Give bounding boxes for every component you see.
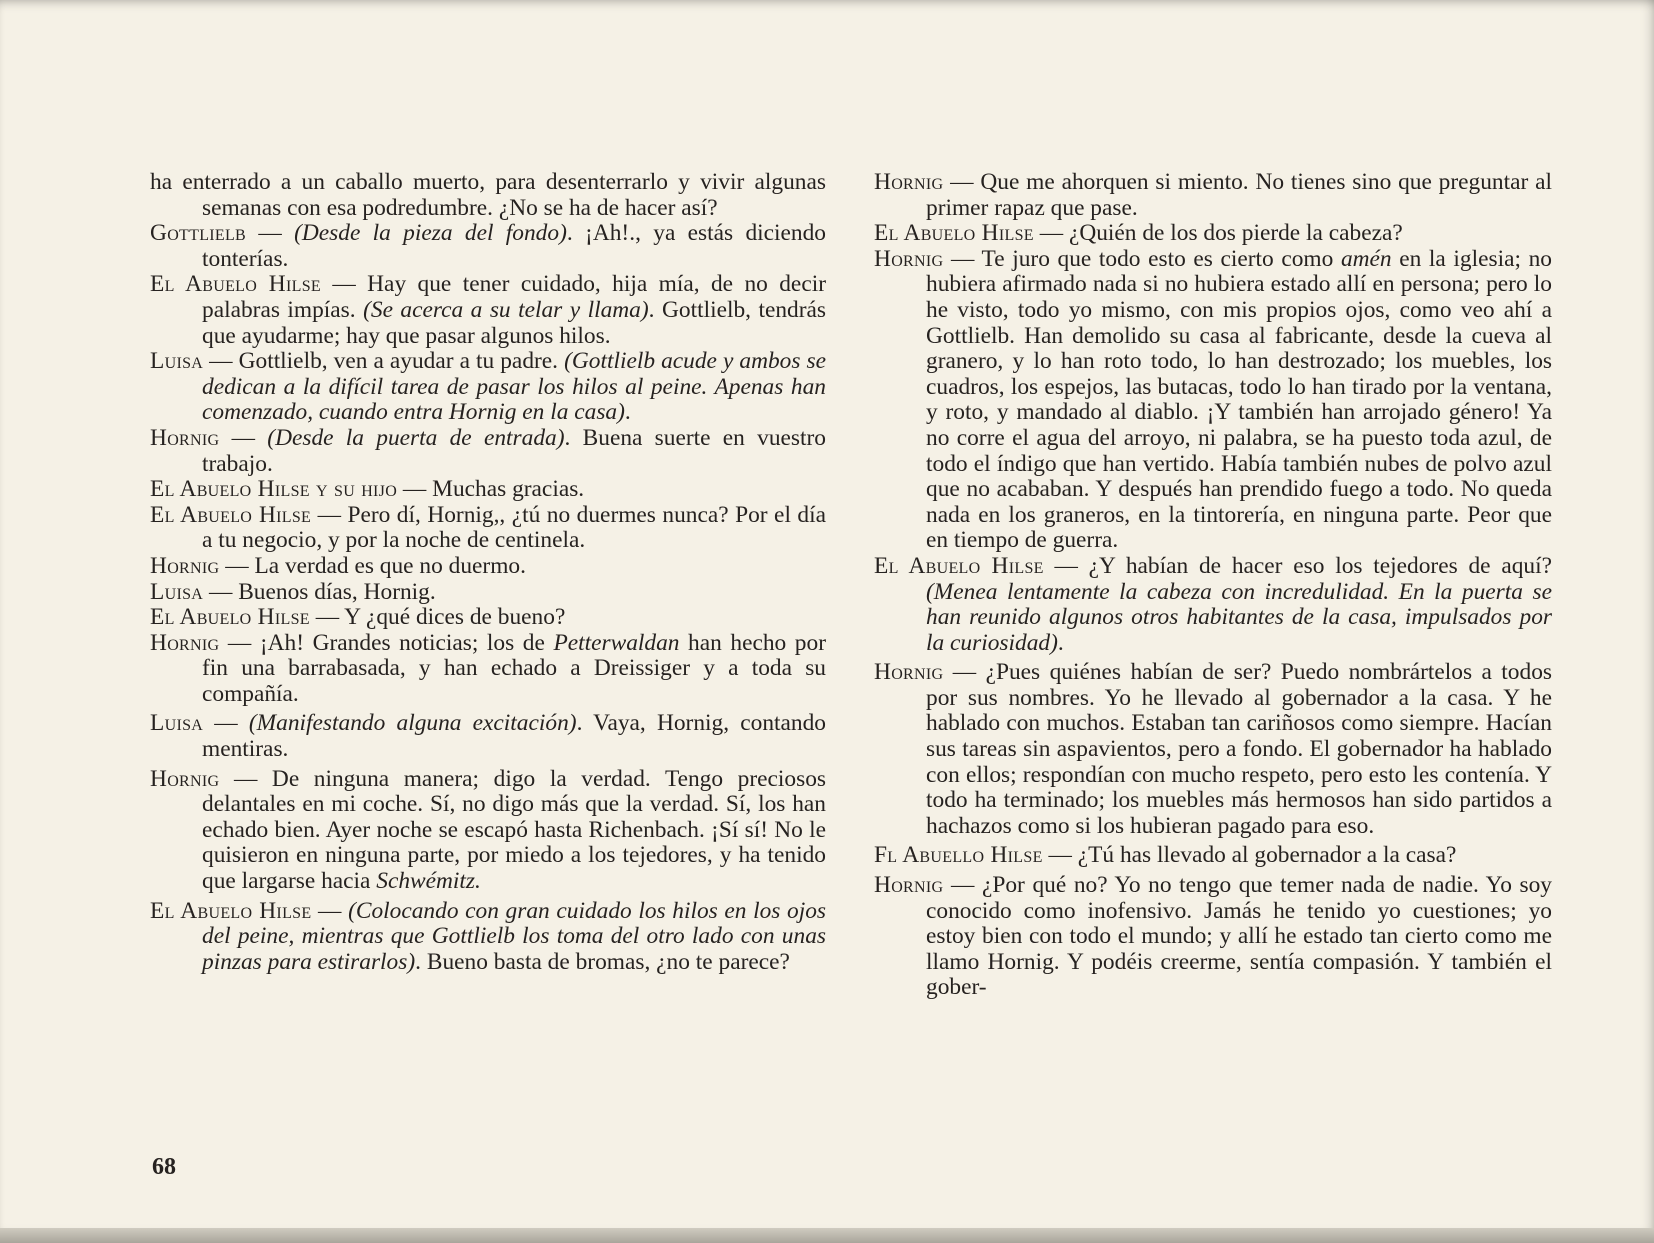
- speaker-name: El Abuelo Hilse: [874, 220, 1034, 247]
- dialogue-text: — Pero dí, Hornig,, ¿tú no duermes nunca? Por el día a tu negocio, y por la noche de centinela.: [202, 501, 826, 554]
- dialogue-text: .: [624, 399, 631, 426]
- dialogue-text: — Que me ahorquen si miento. No tienes sino que preguntar al primer rapaz que pase.: [926, 169, 1552, 221]
- speaker-name: Luisa: [150, 578, 204, 605]
- speaker-name: Hornig: [150, 629, 220, 656]
- dialogue-entry: [150, 170, 826, 221]
- speaker-name: Hornig: [874, 872, 944, 899]
- dialogue-text: . ¡Ah!., ya estás diciendo tonterías.: [202, 220, 826, 272]
- dialogue-text: — ¿Pues quiénes habían de ser? Puedo nombrártelos a todos por sus nombres. Yo he llevado al gobernador a la casa. Y he hablado con muchos. Estaban tan cariñosos como siempre. Hacían sus tareas sin aspavientos, pero a fondo. El gobernador ha hablado con ellos; respondían con mucho respeto, pero esto les contenía. Y todo ha terminado; los muebles más hermosos han sido partidos a hachazos como si los hubieran pagado para eso.: [926, 659, 1552, 839]
- dialogue-entry: [150, 477, 826, 503]
- dialogue-entry: [150, 426, 826, 477]
- dialogue-entry: [150, 554, 826, 580]
- speaker-name: El Abuelo Hilse: [150, 897, 312, 924]
- dialogue-entry: [150, 631, 826, 708]
- dialogue-entry: [874, 247, 1552, 554]
- speaker-name: Hornig: [150, 424, 220, 451]
- dialogue-entry: [150, 767, 826, 895]
- dialogue-text: —: [203, 710, 249, 737]
- dialogue-text: . Bueno basta de bromas, ¿no te parece?: [415, 948, 790, 975]
- speaker-name: Luisa: [150, 710, 204, 737]
- speaker-name: Hornig: [150, 765, 220, 792]
- dialogue-text: — ¿Por qué no? Yo no tengo que temer nada de nadie. Yo soy conocido como inofensivo. Jamás he tenido yo cuestiones; yo estoy bien con todo el mundo; y allí he estado tan cierto como me llamo Hornig. Y podéis creerme, sentía compasión. Y también el gober-: [926, 872, 1552, 1001]
- page-number: 68: [152, 1154, 176, 1180]
- dialogue-text: —: [311, 897, 349, 924]
- left-column: [150, 170, 826, 975]
- speaker-name: Fl Abuello Hilse: [874, 842, 1043, 869]
- stage-direction: (Desde la pieza del fondo): [294, 220, 567, 247]
- stage-direction: (Manifestando alguna excitación): [248, 710, 577, 737]
- speaker-name: El Abuelo Hilse y su hijo: [150, 476, 398, 503]
- dialogue-text: — ¡Ah! Grandes noticias; los de: [219, 629, 554, 656]
- stage-direction: Petterwaldan: [553, 629, 680, 656]
- stage-direction: (Menea lentamente la cabeza con incredulidad. En la puerta se han reunido algunos otros habitantes de la casa, impulsados por la curiosidad): [926, 578, 1552, 656]
- dialogue-entry: [874, 843, 1552, 869]
- dialogue-entry: [150, 899, 826, 976]
- stage-direction: Schwémitz.: [376, 868, 481, 895]
- stage-direction: (Se acerca a su telar y llama): [363, 296, 649, 323]
- dialogue-entry: [150, 711, 826, 762]
- dialogue-text: en la iglesia; no hubiera afirmado nada si no hubiera estado allí en persona; pero lo he visto, todo yo mismo, con mis propios ojos, como veo ahí a Gottlielb. Han demolido su casa al fabricante, desde la cueva al granero, y lo han roto todo, lo han destrozado; los muebles, los cuadros, los espejos, las butacas, todo lo han tirado por la ventana, y roto, y mandado al diablo. ¡Y también han arrojado género! Ya no corre el agua del arroyo, ni palabra, se ha puesto toda azul, de todo el índigo que han vertido. Había también nubes de polvo azul que no acababan. Y después han prendido fuego a todo. No queda nada en los graneros, en la tintorería, en ninguna parte. Peor que en tiempo de guerra.: [926, 245, 1552, 554]
- speaker-name: Gottlielb: [150, 220, 247, 247]
- dialogue-text: ha enterrado a un caballo muerto, para desenterrarlo y vivir algunas semanas con esa podredumbre. ¿No se ha de hacer así?: [150, 169, 826, 221]
- speaker-name: Hornig: [874, 245, 944, 272]
- dialogue-entry: [874, 221, 1552, 247]
- speaker-name: Hornig: [874, 659, 944, 686]
- dialogue-entry: [150, 605, 826, 631]
- dialogue-text: — Hay que tener cuidado, hija mía, de no decir palabras impías.: [202, 271, 826, 323]
- page-edge-shadow: [0, 1228, 1654, 1243]
- dialogue-text: — Buenos días, Hornig.: [203, 578, 436, 605]
- stage-direction: (Gottlielb acude y ambos se dedican a la difícil tarea de pasar los hilos al peine. Apenas han comenzado, cuando entra Hornig en la casa): [202, 348, 826, 426]
- stage-direction: (Desde la puerta de entrada): [267, 424, 565, 451]
- dialogue-text: — Te juro que todo esto es cierto como: [943, 245, 1341, 272]
- dialogue-entry: [150, 580, 826, 606]
- dialogue-text: . Vaya, Hornig, contando mentiras.: [202, 710, 826, 763]
- speaker-name: Hornig: [874, 169, 944, 195]
- dialogue-entry: [874, 170, 1552, 221]
- dialogue-text: —: [246, 220, 295, 247]
- dialogue-text: — ¿Quién de los dos pierde la cabeza?: [1033, 220, 1403, 247]
- dialogue-text: — Y ¿qué dices de bueno?: [309, 604, 566, 631]
- dialogue-text: — ¿Tú has llevado al gobernador a la casa?: [1042, 842, 1457, 869]
- speaker-name: El Abuelo Hilse: [150, 604, 310, 631]
- dialogue-entry: [874, 873, 1552, 1001]
- dialogue-entry: [874, 554, 1552, 656]
- dialogue-text: — De ninguna manera; digo la verdad. Tengo preciosos delantales en mi coche. Sí, no digo más que la verdad. Sí, los han echado bien. Ayer noche se escapó hasta Richenbach. ¡Sí sí! No le quisieron en ninguna parte, por miedo a los tejedores, y ha tenido que largarse hacia: [202, 765, 826, 895]
- dialogue-entry: [150, 221, 826, 272]
- speaker-name: El Abuelo Hilse: [874, 552, 1044, 579]
- dialogue-text: . Buena suerte en vuestro trabajo.: [202, 424, 827, 477]
- speaker-name: El Abuelo Hilse: [150, 271, 321, 298]
- speaker-name: El Abuelo Hilse: [150, 501, 312, 528]
- dialogue-text: — ¿Y habían de hacer eso los tejedores de aquí?: [1043, 552, 1552, 579]
- speaker-name: Luisa: [150, 348, 204, 375]
- dialogue-text: — Gottlielb, ven a ayudar a tu padre.: [203, 348, 565, 375]
- dialogue-text: — Muchas gracias.: [397, 476, 585, 503]
- right-column: [874, 170, 1552, 1001]
- dialogue-entry: [150, 272, 826, 349]
- dialogue-entry: [150, 503, 826, 554]
- dialogue-entry: [874, 660, 1552, 839]
- dialogue-text: .: [1057, 629, 1064, 656]
- dialogue-entry: [150, 349, 826, 426]
- dialogue-text: . Gottlielb, tendrás que ayudarme; hay que pasar algunos hilos.: [202, 296, 827, 349]
- dialogue-text: — La verdad es que no duermo.: [219, 552, 526, 579]
- speaker-name: Hornig: [150, 552, 220, 579]
- stage-direction: amén: [1340, 245, 1392, 272]
- dialogue-text: —: [219, 424, 268, 451]
- dialogue-text: han hecho por fin una barrabasada, y han echado a Dreissiger y a toda su compañía.: [202, 629, 826, 707]
- stage-direction: (Colocando con gran cuidado los hilos en los ojos del peine, mientras que Gottlielb los toma del otro lado con unas pinzas para estirarlos): [202, 897, 827, 975]
